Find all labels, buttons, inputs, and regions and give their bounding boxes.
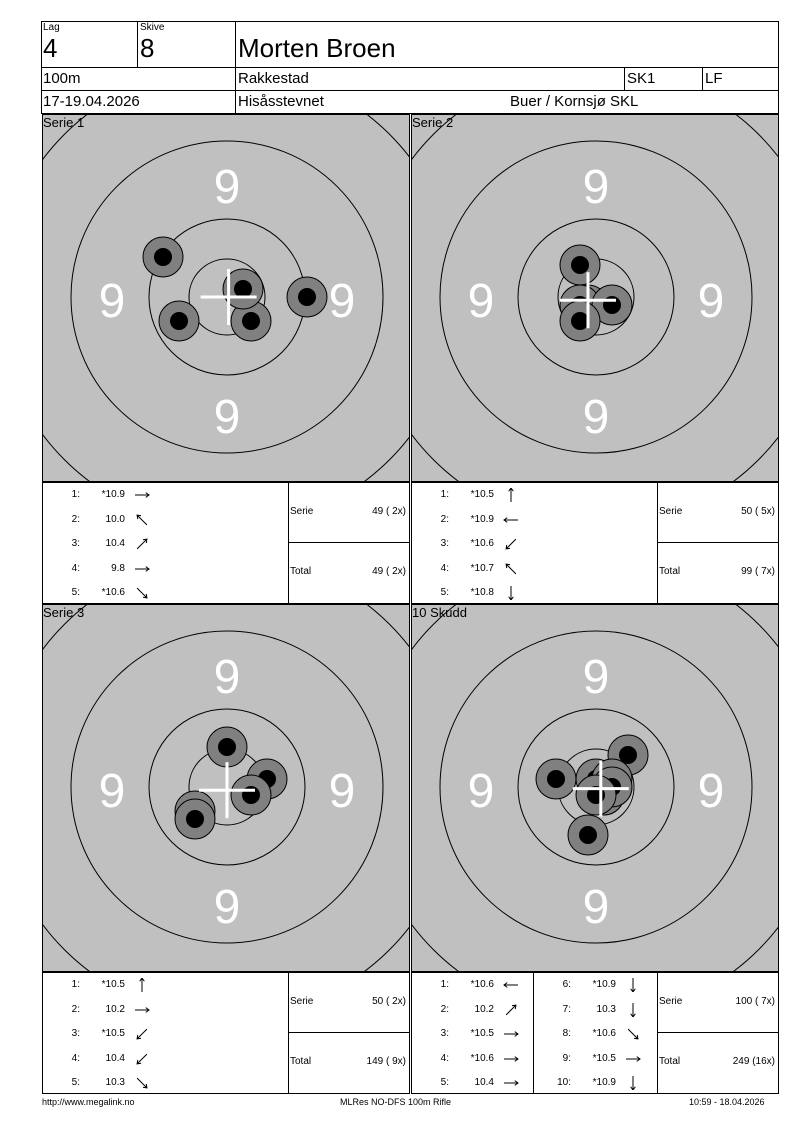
event: Hisåsstevnet [238,93,324,110]
serie-label: Serie [290,996,314,1007]
ring-number-label: 9 [582,161,610,214]
shot-number: 2: [71,1003,80,1015]
total-label: Total [290,1056,312,1067]
serie-value: 50 ( 5x) [741,506,775,517]
shot-number: 1: [71,489,80,500]
shot-row [42,1028,162,1044]
shot-row [42,538,162,554]
shot-score: *10.7 [470,562,494,574]
shot-score: 10.2 [105,1003,125,1015]
summary-box [657,482,779,604]
ring-number-label: 9 [328,765,356,818]
shot-number: 7: [562,1003,571,1015]
total-value: 99 ( 7x) [741,566,775,577]
lag-cell [41,21,138,68]
shot-hole [287,277,327,317]
total-label: Total [659,566,681,577]
panel-title: 10 Skudd [412,605,467,620]
skive-cell [138,21,236,68]
shot-score: *10.9 [592,979,616,990]
shot-number: 2: [71,513,80,525]
ring-number-label: 9 [467,765,495,818]
shot-row [42,1004,162,1020]
distance: 100m [43,70,81,87]
lag-label: Lag [43,22,60,33]
shot-score: *10.5 [592,1052,616,1064]
shot-number: 3: [440,538,449,549]
direction-arrow-icon [501,1076,521,1090]
shot-score: 9.8 [111,562,125,574]
shot-score: *10.5 [101,979,125,990]
direction-arrow-icon [501,1027,521,1041]
direction-arrow-icon [501,586,521,600]
total-label: Total [659,1056,681,1067]
summary-box [288,972,410,1094]
direction-arrow-icon [501,1052,521,1066]
shot-number: 4: [440,1052,449,1064]
shot-row [533,1004,653,1020]
name-cell [236,21,779,68]
serie-value: 100 ( 7x) [735,996,775,1007]
summary-divider [288,542,410,543]
target-graphic [412,605,779,972]
target-panel [42,114,410,482]
total-value: 149 ( 9x) [366,1056,406,1067]
shot-hole [560,245,600,285]
direction-arrow-icon [132,586,152,600]
summary-box [657,972,779,1094]
shot-score: *10.6 [470,1052,494,1064]
direction-arrow-icon [132,513,152,527]
serie-label: Serie [290,506,314,517]
shot-row [42,979,162,995]
direction-arrow-icon [623,1027,643,1041]
shot-score: *10.8 [470,587,494,598]
serie-value: 49 ( 2x) [372,506,406,517]
serie-value: 50 ( 2x) [372,996,406,1007]
shot-row [411,979,531,995]
shot-number: 3: [440,1028,449,1039]
category-cell [703,68,779,91]
direction-arrow-icon [501,488,521,502]
target-graphic [412,115,779,482]
shot-row [411,1028,531,1044]
location: Rakkestad [238,70,309,87]
ring-number-label: 9 [697,765,725,818]
direction-arrow-icon [501,562,521,576]
summary-box [288,482,410,604]
panel-title: Serie 2 [412,115,454,130]
shot-score: *10.5 [470,1028,494,1039]
shot-score: *10.5 [470,489,494,500]
shot-score: 10.3 [596,1003,616,1015]
ring-number-label: 9 [467,275,495,328]
shot-row [411,587,531,603]
shot-score: *10.9 [592,1077,616,1088]
date: 17-19.04.2026 [43,93,140,110]
direction-arrow-icon [132,978,152,992]
shot-number: 5: [71,587,80,598]
shot-number: 6: [562,979,571,990]
footer-url[interactable]: http://www.megalink.no [42,1097,135,1107]
shot-number: 4: [71,1052,80,1064]
shot-row [411,538,531,554]
class-cell [625,68,703,91]
class: SK1 [627,70,656,87]
panel-title: Serie 3 [43,605,85,620]
shot-number: 8: [562,1028,571,1039]
direction-arrow-icon [501,513,521,527]
shot-row [533,1053,653,1069]
shot-number: 5: [71,1077,80,1088]
direction-arrow-icon [132,1076,152,1090]
shot-hole [159,301,199,341]
lag-value: 4 [43,33,58,63]
direction-arrow-icon [623,1076,643,1090]
summary-divider [657,1032,779,1033]
shot-score: 10.4 [474,1077,494,1088]
total-label: Total [290,566,312,577]
target-graphic [43,605,410,972]
shot-row [42,514,162,530]
direction-arrow-icon [132,1003,152,1017]
shot-row [42,1077,162,1093]
total-value: 249 (16x) [732,1056,775,1067]
direction-arrow-icon [623,1052,643,1066]
skive-value: 8 [140,33,155,63]
summary-divider [288,1032,410,1033]
shot-row [411,1004,531,1020]
shot-score: *10.5 [101,1028,125,1039]
shot-row [411,489,531,505]
shot-row [411,1077,531,1093]
header-grid [41,21,779,114]
footer-software: MLRes NO-DFS 100m Rifle [340,1097,452,1107]
shot-score: 10.0 [105,513,125,525]
shot-number: 4: [71,562,80,574]
footer-timestamp: 10:59 - 18.04.2026 [689,1097,765,1107]
club-cell [508,91,779,114]
shooter-name: Morten Broen [238,33,396,63]
distance-cell [41,68,236,91]
ring-number-label: 9 [98,765,126,818]
shot-score: 10.4 [105,538,125,549]
shot-number: 5: [440,1077,449,1088]
shot-row [42,489,162,505]
shot-number: 9: [562,1052,571,1064]
ring-number-label: 9 [98,275,126,328]
direction-arrow-icon [132,488,152,502]
date-cell [41,91,236,114]
shot-number: 1: [440,489,449,500]
direction-arrow-icon [132,1052,152,1066]
shot-score: *10.6 [470,538,494,549]
shot-number: 1: [71,979,80,990]
shot-row [533,979,653,995]
direction-arrow-icon [132,1027,152,1041]
shot-hole [568,815,608,855]
shot-row [42,563,162,579]
shot-number: 2: [440,1003,449,1015]
shot-row [411,514,531,530]
shot-score: *10.9 [101,489,125,500]
direction-arrow-icon [501,1003,521,1017]
ring-number-label: 9 [213,161,241,214]
shot-hole [207,727,247,767]
direction-arrow-icon [623,978,643,992]
ring-number-label: 9 [582,391,610,444]
direction-arrow-icon [623,1003,643,1017]
ring-number-label: 9 [697,275,725,328]
shot-number: 10: [557,1077,571,1088]
shot-row [411,1053,531,1069]
category: LF [705,70,723,87]
serie-label: Serie [659,506,683,517]
shot-number: 3: [71,538,80,549]
shot-hole [576,775,616,815]
shot-hole [536,759,576,799]
ring-number-label: 9 [213,881,241,934]
ring-number-label: 9 [582,881,610,934]
ring-number-label: 9 [213,391,241,444]
shot-hole [143,237,183,277]
shot-row [533,1028,653,1044]
shot-score: *10.6 [101,587,125,598]
skive-label: Skive [140,22,165,33]
shot-hole [560,301,600,341]
target-graphic [43,115,410,482]
direction-arrow-icon [132,537,152,551]
ring-number-label: 9 [582,651,610,704]
shot-score: 10.4 [105,1052,125,1064]
shot-number: 4: [440,562,449,574]
total-value: 49 ( 2x) [372,566,406,577]
direction-arrow-icon [132,562,152,576]
target-panel [42,604,410,972]
shot-number: 5: [440,587,449,598]
ring-number-label: 9 [328,275,356,328]
shot-number: 2: [440,513,449,525]
shot-score: 10.3 [105,1077,125,1088]
summary-divider [657,542,779,543]
location-cell [236,68,625,91]
shot-row [42,1053,162,1069]
shot-number: 3: [71,1028,80,1039]
shot-score: *10.9 [470,513,494,525]
shot-row [533,1077,653,1093]
shot-score: *10.6 [470,979,494,990]
shot-row [42,587,162,603]
target-panel [411,114,779,482]
club: Buer / Kornsjø SKL [510,93,639,110]
direction-arrow-icon [501,978,521,992]
ring-number-label: 9 [213,651,241,704]
shot-hole [175,799,215,839]
shot-row [411,563,531,579]
shot-score: 10.2 [474,1003,494,1015]
event-cell [236,91,508,114]
target-panel [411,604,779,972]
direction-arrow-icon [501,537,521,551]
shot-hole [231,775,271,815]
shot-number: 1: [440,979,449,990]
serie-label: Serie [659,996,683,1007]
shot-score: *10.6 [592,1028,616,1039]
panel-title: Serie 1 [43,115,85,130]
